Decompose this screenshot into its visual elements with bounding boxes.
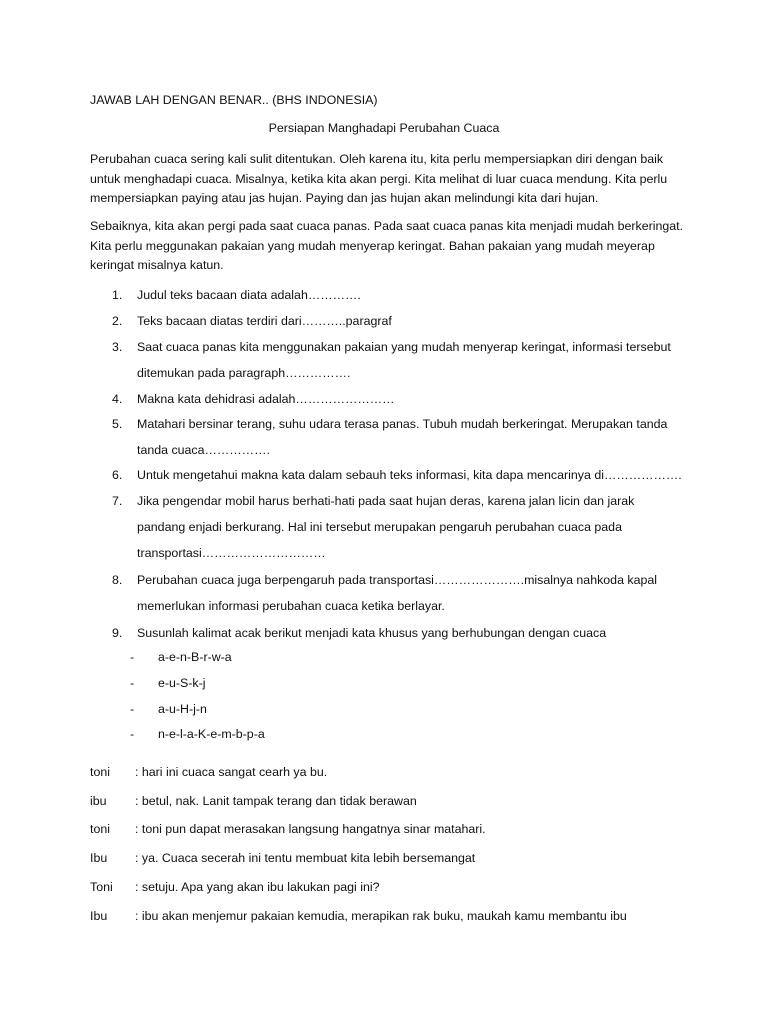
question-number: 4. [112, 392, 123, 406]
question-9 [112, 620, 682, 646]
dialog-text: : toni pun dapat merasakan langsung hangatnya sinar matahari. [135, 822, 486, 836]
question-text: Susunlah kalimat acak berikut menjadi kata khusus yang berhubungan dengan cuaca [137, 626, 607, 640]
question-6 [112, 462, 682, 488]
question-number: 9. [112, 626, 123, 640]
question-7 [112, 488, 682, 566]
dialog-text: : ibu akan menjemur pakaian kemudia, merapikan rak buku, maukah kamu membantu ibu [135, 909, 627, 923]
question-2 [112, 308, 682, 334]
question-text: Jika pengendar mobil harus berhati-hati pada saat hujan deras, karena jalan licin dan jarak pandang enjadi berkurang. Hal ini tersebut merupakan pengaruh perubahan cuaca pada transportasi………………………… [137, 494, 635, 560]
question-number: 5. [112, 417, 123, 431]
dialog-text: : ya. Cuaca secerah ini tentu membuat kita lebih bersemangat [135, 851, 476, 865]
question-number: 1. [112, 288, 123, 302]
question-1 [112, 282, 682, 308]
dash-bullet: - [130, 650, 135, 664]
dash-bullet: - [130, 727, 135, 741]
question-4 [112, 386, 682, 412]
dialog-speaker: toni [90, 822, 110, 836]
question-text: Judul teks bacaan diata adalah…………. [137, 288, 361, 302]
question-number: 8. [112, 573, 123, 587]
question-text: Teks bacaan diatas terdiri dari………..paragraf [137, 314, 392, 328]
question-text: Saat cuaca panas kita menggunakan pakaian yang mudah menyerap keringat, informasi tersebut ditemukan pada paragraph……………. [137, 340, 671, 380]
dialog-text: : betul, nak. Lanit tampak terang dan tidak berawan [135, 794, 417, 808]
question-number: 6. [112, 468, 123, 482]
question-number: 2. [112, 314, 123, 328]
question-text: Matahari bersinar terang, suhu udara terasa panas. Tubuh mudah berkeringat. Merupakan tanda tanda cuaca……………. [137, 417, 668, 457]
question-5 [112, 411, 682, 463]
dialog-text: : hari ini cuaca sangat cearh ya bu. [135, 765, 328, 779]
question-text: Untuk mengetahui makna kata dalam sebauh teks informasi, kita dapa mencarinya di………………. [137, 468, 682, 482]
dialog-speaker: Ibu [90, 909, 108, 923]
dash-bullet: - [130, 702, 135, 716]
scrambled-letters: n-e-l-a-K-e-m-b-p-a [158, 727, 265, 741]
dash-bullet: - [130, 676, 135, 690]
paragraph-1: Perubahan cuaca sering kali sulit ditentukan. Oleh karena itu, kita perlu mempersiapkan diri dengan baik untuk menghadapi cuaca. Misalnya, ketika kita akan pergi. Kita melihat di luar cuaca mendung. Kita perlu mempersiapkan paying atau jas hujan. Paying dan jas hujan akan melindungi kita dari hujan. [90, 152, 668, 205]
scrambled-letters: a-u-H-j-n [158, 702, 207, 716]
question-text: Makna kata dehidrasi adalah…………………… [137, 392, 395, 406]
dialog-speaker: Ibu [90, 851, 108, 865]
scrambled-letters: a-e-n-B-r-w-a [158, 650, 232, 664]
dialog-text: : setuju. Apa yang akan ibu lakukan pagi ini? [135, 880, 380, 894]
question-number: 7. [112, 494, 123, 508]
dialog-speaker: ibu [90, 794, 107, 808]
paragraph-2: Sebaiknya, kita akan pergi pada saat cuaca panas. Pada saat cuaca panas kita menjadi mudah berkeringat. Kita perlu meggunakan pakaian yang mudah menyerap keringat. Bahan pakaian yang mudah meyerap keringat misalnya katun. [90, 219, 684, 272]
dialog-speaker: toni [90, 765, 110, 779]
dialog-speaker: Toni [90, 880, 113, 894]
document-title: Persiapan Manghadapi Perubahan Cuaca [268, 121, 500, 135]
document-header: JAWAB LAH DENGAN BENAR.. (BHS INDONESIA) [90, 93, 378, 107]
question-text: Perubahan cuaca juga berpengaruh pada transportasi………………….misalnya nahkoda kapal memerlukan informasi perubahan cuaca ketika berlayar. [137, 573, 658, 613]
question-3 [112, 334, 682, 386]
question-number: 3. [112, 340, 123, 354]
scrambled-letters: e-u-S-k-j [158, 676, 206, 690]
question-8 [112, 567, 682, 619]
